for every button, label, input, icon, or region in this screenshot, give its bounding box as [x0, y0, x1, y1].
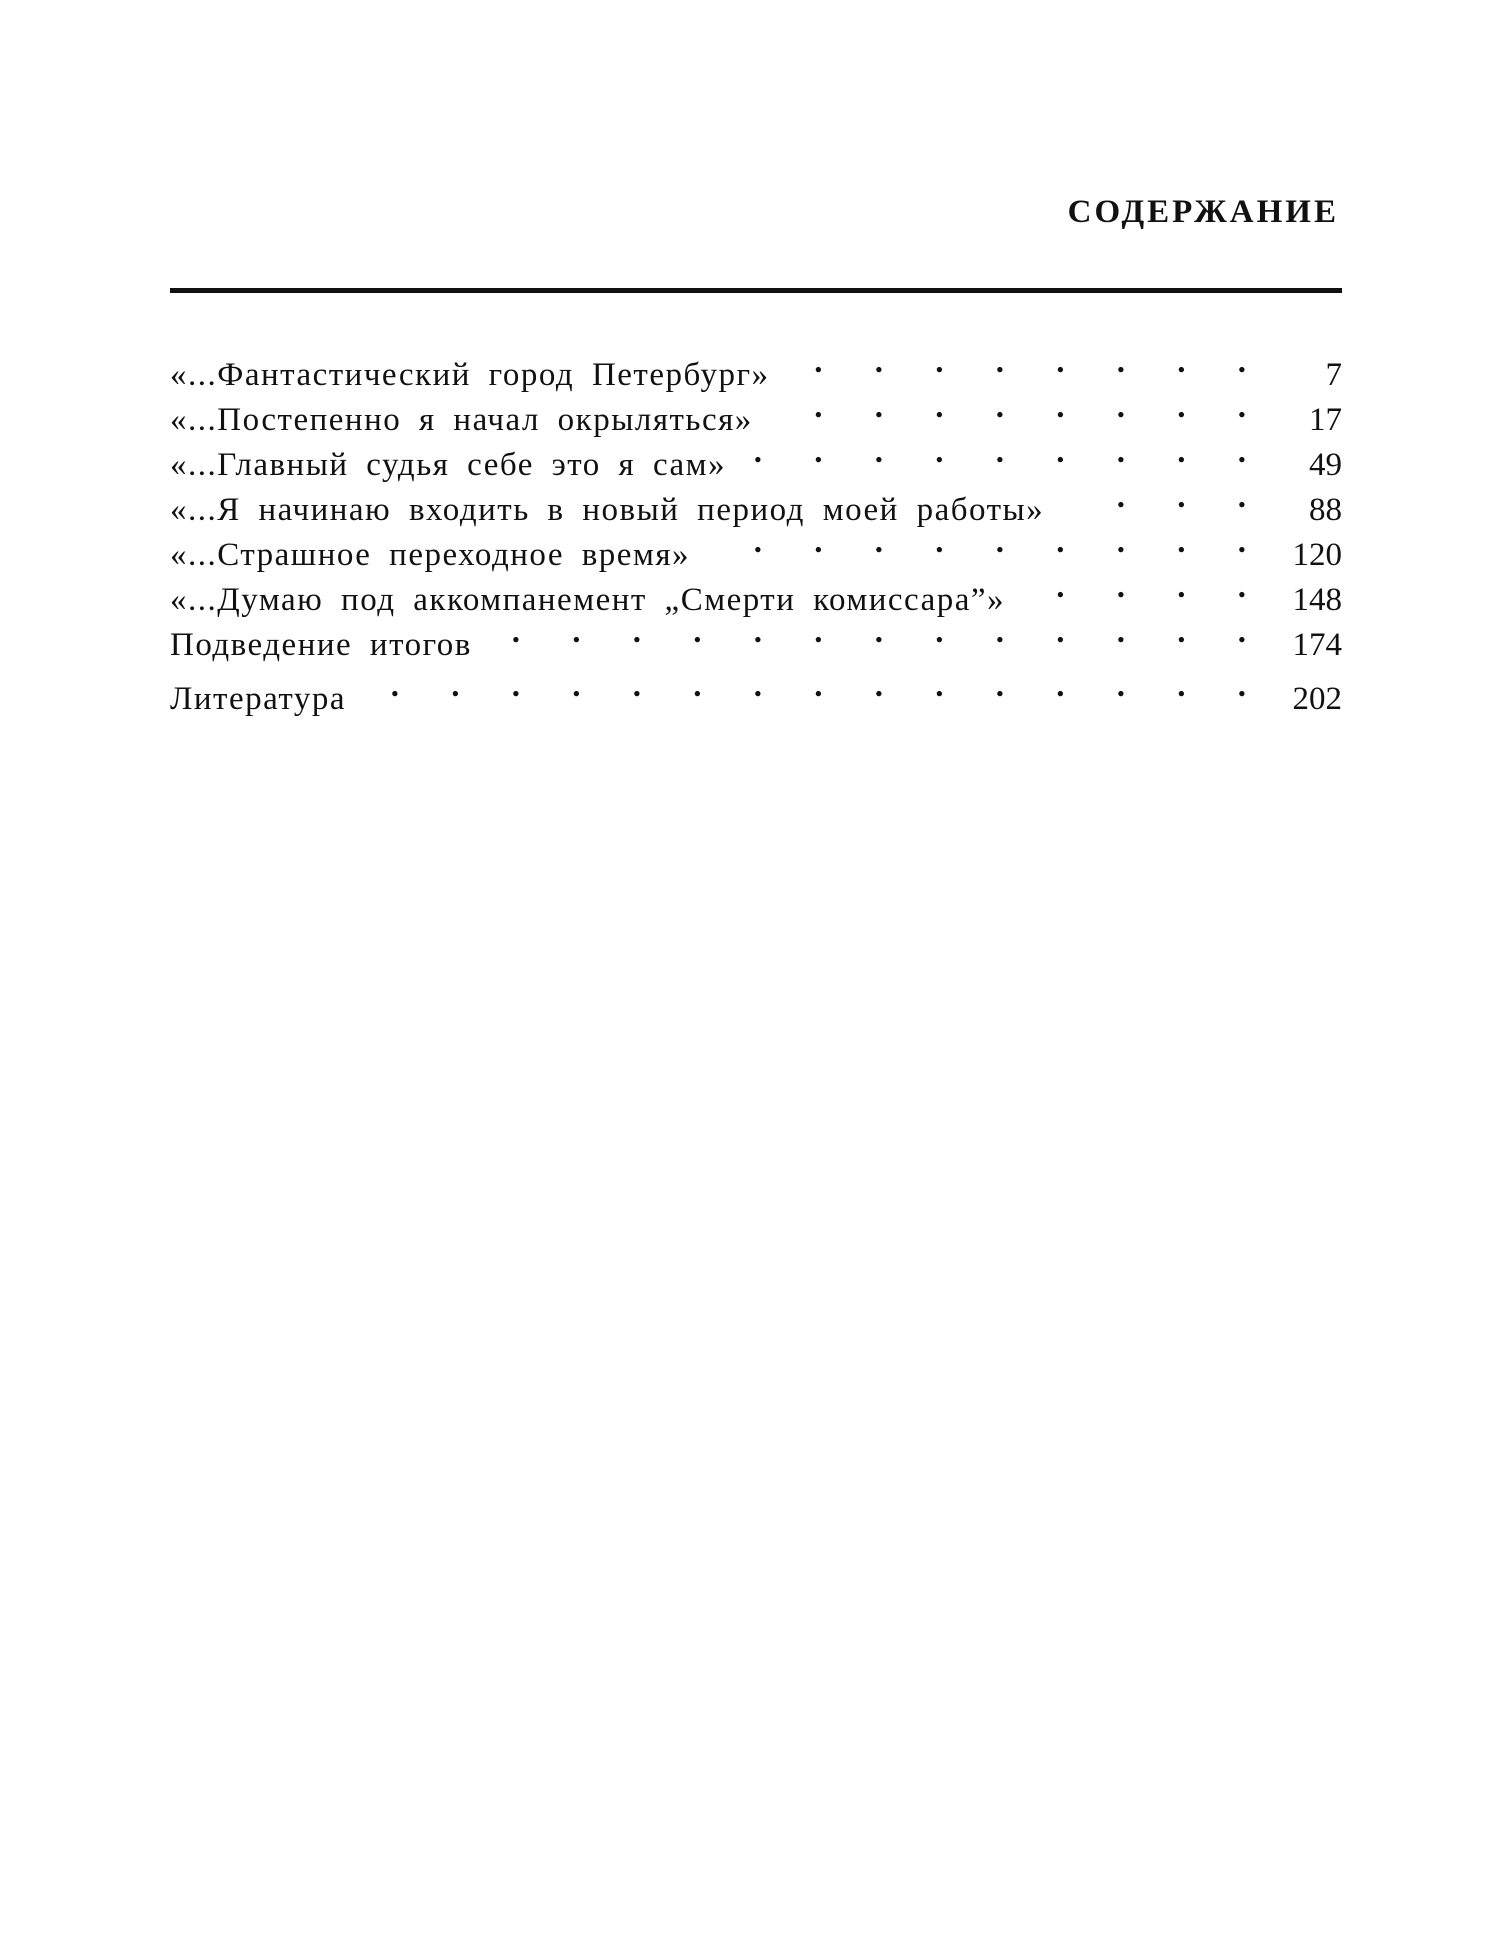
- heading-rule: [170, 288, 1342, 293]
- toc-entry-page: 148: [1292, 582, 1342, 618]
- toc-entry-title: Подведение итогов: [170, 627, 472, 663]
- dot-leader: [775, 385, 1268, 430]
- dot-leader: [494, 610, 1268, 655]
- toc-entry-title: Литература: [170, 681, 347, 717]
- dot-leader: [1066, 475, 1268, 520]
- toc-entry-page: 174: [1292, 627, 1342, 663]
- toc-entry-page: 49: [1309, 447, 1342, 483]
- toc-entry-title: «...Главный судья себе это я сам»: [170, 447, 727, 483]
- toc-entry-page: 17: [1309, 402, 1342, 438]
- toc-entry-title: «...Страшное переходное время»: [170, 537, 691, 573]
- toc-entry-page: 120: [1292, 537, 1342, 573]
- toc-list: [170, 340, 1342, 717]
- toc-entry-title: «...Фантастический город Петербург»: [170, 357, 770, 393]
- toc-entry[interactable]: [170, 340, 1342, 393]
- toc-entry-title: «...Думаю под аккомпанемент „Смерти комиссара”»: [170, 582, 1006, 618]
- dot-leader: [712, 520, 1268, 565]
- toc-entry-title: «...Я начинаю входить в новый период моей работы»: [170, 492, 1045, 528]
- toc-entry-page: 202: [1292, 681, 1342, 717]
- dot-leader: [792, 340, 1268, 385]
- toc-entry-page: 7: [1325, 357, 1342, 393]
- dot-leader: [748, 430, 1268, 475]
- toc-heading: СОДЕРЖАНИЕ: [1067, 194, 1339, 230]
- dot-leader: [1027, 565, 1268, 610]
- toc-entry-page: 88: [1309, 492, 1342, 528]
- toc-entry[interactable]: [170, 664, 1342, 717]
- dot-leader: [368, 664, 1268, 709]
- toc-entry-title: «...Постепенно я начал окрыляться»: [170, 402, 753, 438]
